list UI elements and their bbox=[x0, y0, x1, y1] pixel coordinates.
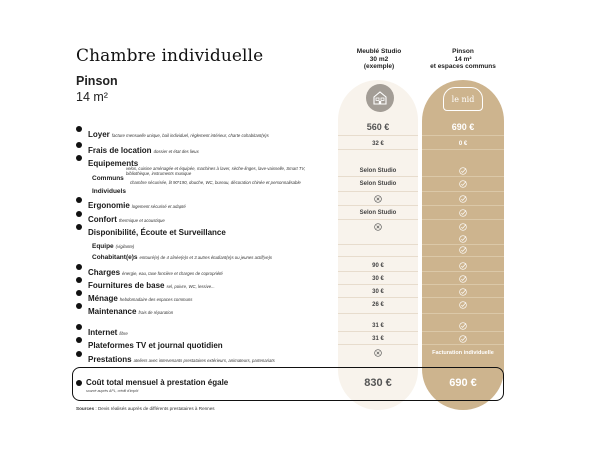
row-label: Plateformes TV et journal quotidien bbox=[88, 341, 223, 350]
pinson-value: 0 € bbox=[458, 141, 468, 147]
cross-icon bbox=[338, 195, 418, 205]
check-icon bbox=[422, 209, 504, 219]
total-label: Coût total mensuel à prestation égale bbox=[86, 378, 229, 387]
total-pinson-value: 690 € bbox=[449, 377, 477, 389]
bullet-icon bbox=[76, 211, 82, 217]
row-label: Confort bbox=[88, 215, 117, 224]
row-desc: entouré(e) de 4 aînée(e)s et 3 autres étudiant(e)s ou jeunes actif(ve)s bbox=[139, 255, 273, 260]
building-icon bbox=[366, 84, 394, 112]
pinson-header-line2: 14 m² bbox=[454, 55, 472, 63]
row-desc: facture mensuelle unique, bail individuel, règlement intérieur, charte cohabitant(e)s bbox=[111, 133, 269, 138]
check-icon bbox=[422, 180, 504, 190]
studio-value: 30 € bbox=[372, 289, 384, 295]
bullet-icon bbox=[76, 324, 82, 330]
studio-value: 90 € bbox=[372, 263, 384, 269]
bullet-icon bbox=[76, 197, 82, 203]
row-label: Communs bbox=[92, 175, 124, 182]
studio-header-line2: 30 m2 bbox=[369, 55, 389, 63]
row-label: Frais de location bbox=[88, 146, 152, 155]
row-label: Disponibilité, Écoute et Surveillance bbox=[88, 228, 226, 237]
total-note: sourcé auprès APL, crédit d'impôt bbox=[86, 389, 139, 393]
studio-value: 30 € bbox=[372, 276, 384, 282]
pinson-value: Facturation individuelle bbox=[432, 350, 494, 356]
row-desc: hebdomadaire des espaces communs bbox=[119, 297, 193, 302]
check-icon bbox=[422, 246, 504, 256]
sources-note bbox=[76, 406, 215, 411]
row-label: Individuels bbox=[92, 188, 126, 195]
bullet-icon bbox=[76, 126, 82, 132]
row-label: Ergonomie bbox=[88, 201, 130, 210]
row-label: Prestations bbox=[88, 355, 132, 364]
pinson-column-header bbox=[418, 48, 508, 71]
studio-value: Selon Studio bbox=[359, 181, 397, 187]
row-divider bbox=[338, 297, 504, 298]
row-divider bbox=[338, 135, 504, 136]
row-desc: énergie, eau, taxe foncière et charges de copropriété bbox=[122, 271, 223, 276]
row-desc: chambre sécurisée, lit 90*190, douche, WC, bureau, décoration chinée et personnalisable bbox=[130, 180, 301, 185]
row-desc: (vigilante) bbox=[115, 244, 135, 249]
logo-text: le nid bbox=[451, 94, 475, 104]
row-desc: logement sécurisé et adapté bbox=[131, 204, 186, 209]
pinson-header-line3: et espaces communs bbox=[430, 63, 496, 71]
le-nid-logo bbox=[443, 87, 483, 111]
row-divider bbox=[338, 284, 504, 285]
row-label: Maintenance bbox=[88, 307, 137, 316]
page-title: Chambre individuelle bbox=[76, 46, 264, 66]
row-label: Fournitures de base bbox=[88, 281, 165, 290]
row-divider bbox=[338, 191, 504, 192]
row-desc: ateliers avec intervenants prestataires extérieurs, animateurs, partenariats bbox=[133, 358, 275, 363]
row-desc: thermique et acoustique bbox=[118, 218, 165, 223]
studio-header-line3: (exemple) bbox=[363, 63, 395, 71]
room-name: Pinson bbox=[76, 74, 118, 88]
row-divider bbox=[338, 344, 504, 345]
cross-icon bbox=[338, 349, 418, 359]
row-divider bbox=[338, 256, 504, 257]
studio-value: Selon Studio bbox=[359, 168, 397, 174]
bullet-icon bbox=[76, 303, 82, 309]
row-desc: velos, cuisine aménagée et équipée, machines à laver, sèche-linges, lave-vaisselle, Smart TV, bibliothèque, instruments musique bbox=[126, 166, 306, 177]
row-label: Cohabitant(e)s bbox=[92, 254, 138, 261]
row-label: Ménage bbox=[88, 294, 118, 303]
studio-value: 560 € bbox=[366, 122, 390, 132]
row-divider bbox=[338, 205, 504, 206]
bullet-icon bbox=[76, 351, 82, 357]
bullet-icon bbox=[76, 337, 82, 343]
studio-column-header bbox=[334, 48, 424, 71]
studio-value: 31 € bbox=[372, 336, 384, 342]
row-label: Loyer bbox=[88, 130, 110, 139]
bullet-icon bbox=[76, 380, 82, 386]
check-icon bbox=[422, 223, 504, 233]
check-icon bbox=[422, 195, 504, 205]
row-label: Equipe bbox=[92, 243, 114, 250]
row-divider bbox=[338, 244, 504, 245]
row-divider bbox=[338, 176, 504, 177]
total-studio-value: 830 € bbox=[364, 377, 392, 389]
row-divider bbox=[338, 313, 504, 314]
row-desc: fibre bbox=[119, 331, 128, 336]
pinson-value: 690 € bbox=[451, 122, 475, 132]
bullet-icon bbox=[76, 155, 82, 161]
row-divider bbox=[338, 271, 504, 272]
row-desc: dossier et état des lieux bbox=[153, 149, 199, 154]
row-divider bbox=[338, 149, 504, 150]
bullet-icon bbox=[76, 142, 82, 148]
cross-icon bbox=[338, 223, 418, 233]
pinson-header-line1: Pinson bbox=[452, 48, 474, 55]
room-area: 14 m² bbox=[76, 90, 108, 104]
bullet-icon bbox=[76, 264, 82, 270]
bullet-icon bbox=[76, 277, 82, 283]
studio-value: Selon Studio bbox=[359, 210, 397, 216]
studio-header-line1: Meublé Studio bbox=[356, 48, 402, 55]
studio-value: 31 € bbox=[372, 323, 384, 329]
bullet-icon bbox=[76, 290, 82, 296]
row-label: Internet bbox=[88, 328, 118, 337]
row-label: Charges bbox=[88, 268, 121, 277]
studio-value: 32 € bbox=[372, 141, 384, 147]
row-divider bbox=[338, 219, 504, 220]
row-desc: frais de réparation bbox=[138, 310, 174, 315]
studio-value: 26 € bbox=[372, 302, 384, 308]
sources-label: Sources bbox=[76, 406, 95, 411]
row-divider bbox=[338, 331, 504, 332]
sources-text: : Devis réalisés auprès de différents prestataires à Rennes bbox=[95, 406, 215, 411]
row-desc: sel, poivre, WC, lessive... bbox=[166, 284, 215, 289]
row-label: Equipements bbox=[88, 159, 139, 168]
check-icon bbox=[422, 301, 504, 311]
bullet-icon bbox=[76, 224, 82, 230]
